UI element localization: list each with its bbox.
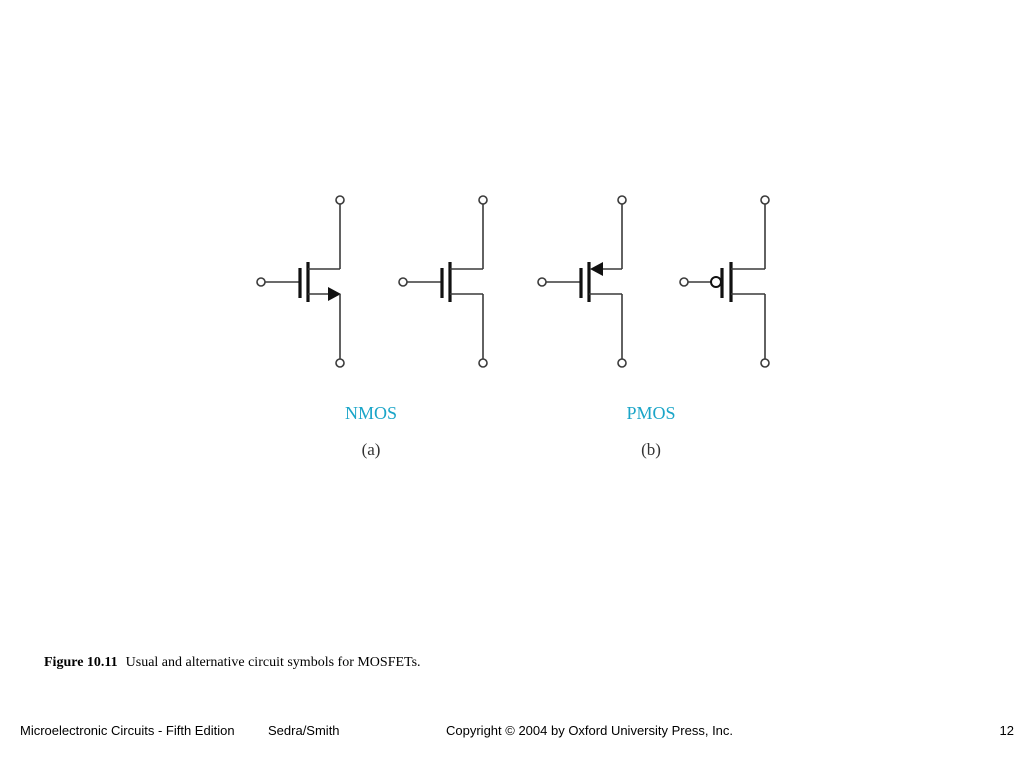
- drain-terminal: [479, 196, 487, 204]
- nmos-usual-symbol: [257, 196, 344, 367]
- footer-book-title: Microelectronic Circuits - Fifth Edition: [20, 723, 235, 738]
- source-arrow-in: [590, 262, 603, 276]
- nmos-alternative-symbol: [399, 196, 487, 367]
- nmos-sublabel: (a): [361, 440, 381, 459]
- source-terminal: [336, 359, 344, 367]
- pmos-label: PMOS: [626, 403, 676, 423]
- gate-bubble: [711, 277, 721, 287]
- nmos-label: NMOS: [344, 403, 398, 423]
- source-terminal: [761, 196, 769, 204]
- footer-copyright: Copyright © 2004 by Oxford University Press, Inc.: [446, 723, 734, 738]
- gate-terminal: [399, 278, 407, 286]
- pmos-usual-symbol: [538, 196, 626, 367]
- footer-authors: Sedra/Smith: [268, 723, 340, 738]
- pmos-alternative-symbol: [680, 196, 769, 367]
- source-terminal: [479, 359, 487, 367]
- gate-terminal: [680, 278, 688, 286]
- caption-text: Usual and alternative circuit symbols for MOSFETs.: [125, 655, 421, 670]
- pmos-sublabel: (b): [641, 440, 661, 459]
- figure-number: Figure 10.11: [44, 655, 118, 670]
- source-terminal: [618, 196, 626, 204]
- gate-terminal: [257, 278, 265, 286]
- gate-terminal: [538, 278, 546, 286]
- drain-terminal: [618, 359, 626, 367]
- source-arrow-out: [328, 287, 341, 301]
- figure-caption: [44, 655, 421, 671]
- footer-page-number: 12: [999, 723, 1014, 738]
- slide-footer: [0, 723, 1024, 743]
- drain-terminal: [761, 359, 769, 367]
- drain-terminal: [336, 196, 344, 204]
